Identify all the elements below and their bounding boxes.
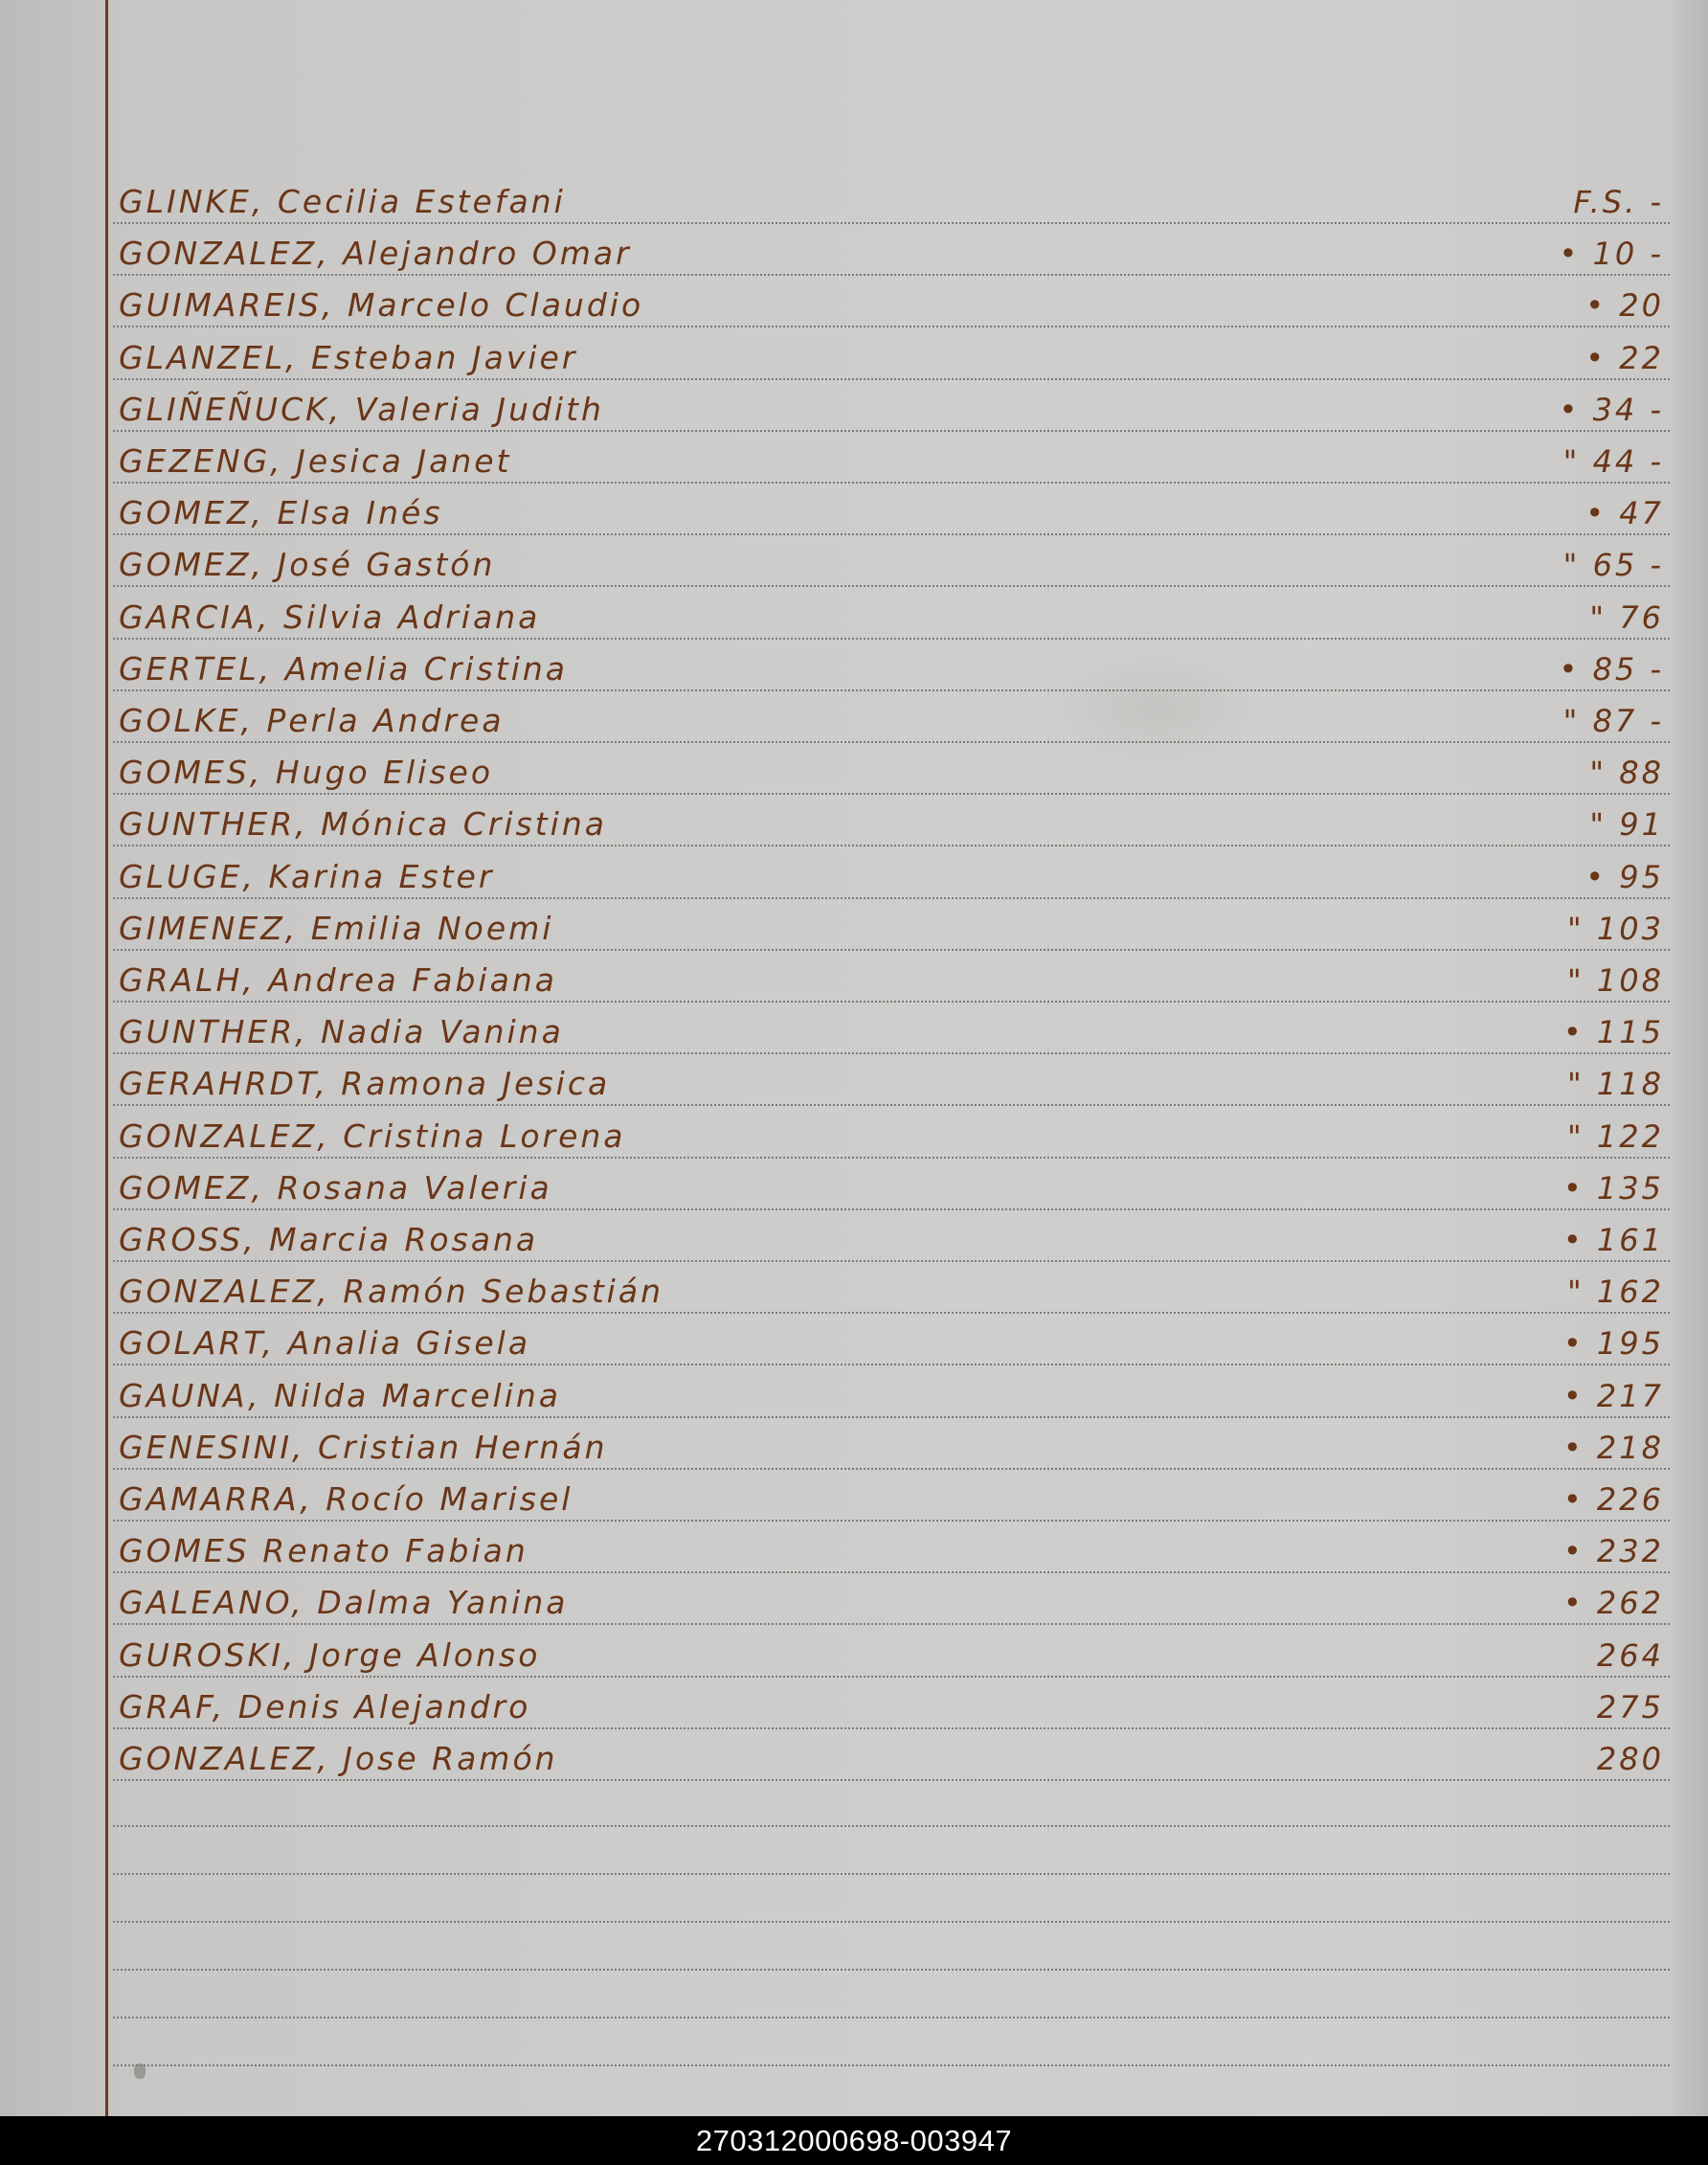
- list-item: [113, 430, 1670, 484]
- entry-reference: • 217: [1562, 1377, 1664, 1414]
- entry-name: GOMEZ, José Gastón: [119, 546, 496, 584]
- entry-name: GERTEL, Amelia Cristina: [119, 649, 569, 688]
- entry-reference: • 47: [1585, 495, 1664, 532]
- entry-reference: • 22: [1585, 339, 1664, 376]
- list-item: [113, 741, 1670, 795]
- list-item: [113, 222, 1670, 276]
- entry-reference: • 10 -: [1559, 236, 1664, 273]
- list-item: [113, 1052, 1670, 1106]
- list-item: [113, 1364, 1670, 1418]
- entry-name: GUNTHER, Nadia Vanina: [119, 1013, 564, 1051]
- entry-reference: 280: [1596, 1741, 1664, 1777]
- entry-reference: • 262: [1562, 1585, 1664, 1622]
- list-item: [113, 482, 1670, 535]
- entry-reference: • 20: [1585, 287, 1664, 325]
- entry-reference: " 108: [1567, 962, 1664, 999]
- list-item: [113, 689, 1670, 743]
- list-item: [113, 274, 1670, 327]
- entry-reference: " 76: [1589, 598, 1664, 636]
- entry-reference: " 162: [1567, 1274, 1664, 1311]
- entry-name: GOMES, Hugo Eliseo: [119, 754, 494, 792]
- entry-name: GONZALEZ, Alejandro Omar: [119, 235, 632, 273]
- entry-name: GOLKE, Perla Andrea: [119, 702, 505, 739]
- entry-name: GLUGE, Karina Ester: [119, 857, 495, 895]
- list-item: [113, 638, 1670, 691]
- list-item: [113, 586, 1670, 640]
- entry-name: GUROSKI, Jorge Alonso: [119, 1635, 541, 1674]
- entry-name: GAUNA, Nilda Marcelina: [119, 1376, 562, 1414]
- blank-line: [113, 1971, 1670, 2018]
- entry-name: GIMENEZ, Emilia Noemi: [119, 909, 554, 947]
- entry-reference: • 195: [1562, 1325, 1664, 1363]
- list-item: [113, 1624, 1670, 1678]
- entry-name: GUNTHER, Mónica Cristina: [119, 805, 607, 844]
- list-item: [113, 846, 1670, 899]
- blank-line: [113, 1923, 1670, 1971]
- entry-reference: " 103: [1567, 910, 1664, 947]
- list-item: [113, 1727, 1670, 1781]
- entry-name: GOMEZ, Rosana Valeria: [119, 1168, 552, 1207]
- entry-name: GOMEZ, Elsa Inés: [119, 494, 443, 532]
- entry-reference: " 87 -: [1562, 703, 1664, 739]
- list-item: [113, 1001, 1670, 1054]
- entry-reference: " 91: [1589, 806, 1664, 844]
- entry-name: GAMARRA, Rocío Marisel: [119, 1480, 573, 1518]
- list-item: [113, 327, 1670, 380]
- list-item: [113, 1105, 1670, 1159]
- entry-name: GEZENG, Jesica Janet: [119, 442, 512, 480]
- entry-name: GROSS, Marcia Rosana: [119, 1221, 539, 1258]
- list-item: [113, 793, 1670, 846]
- list-item: [113, 1208, 1670, 1262]
- entry-name: GONZALEZ, Ramón Sebastián: [119, 1273, 663, 1311]
- entry-reference: • 226: [1562, 1481, 1664, 1518]
- blank-line: [113, 1875, 1670, 1923]
- entry-reference: " 118: [1567, 1066, 1664, 1103]
- entry-name: GLIÑEÑUCK, Valeria Judith: [119, 390, 604, 428]
- document-id: 270312000698-003947: [695, 2123, 1013, 2157]
- entry-reference: • 95: [1585, 858, 1664, 895]
- entry-reference: " 88: [1589, 755, 1664, 792]
- entry-name: GONZALEZ, Cristina Lorena: [119, 1116, 626, 1155]
- list-item: [113, 949, 1670, 1003]
- list-item: [113, 170, 1670, 224]
- entry-name: GOMES Renato Fabian: [119, 1532, 528, 1570]
- entry-name: GENESINI, Cristian Hernán: [119, 1428, 608, 1466]
- blank-line: [113, 2018, 1670, 2066]
- entry-reference: " 65 -: [1562, 547, 1664, 584]
- entry-name: GLANZEL, Esteban Javier: [119, 338, 578, 376]
- list-item: [113, 897, 1670, 951]
- entry-name: GARCIA, Silvia Adriana: [119, 598, 541, 636]
- entry-reference: • 115: [1562, 1014, 1664, 1051]
- entry-name: GONZALEZ, Jose Ramón: [119, 1740, 558, 1777]
- entry-reference: 275: [1596, 1688, 1664, 1725]
- list-item: [113, 1571, 1670, 1625]
- list-item: [113, 1520, 1670, 1573]
- entry-reference: • 135: [1562, 1169, 1664, 1207]
- list-item: [113, 1260, 1670, 1314]
- entry-reference: • 161: [1562, 1222, 1664, 1258]
- entry-reference: 264: [1596, 1636, 1664, 1674]
- entry-reference: • 232: [1562, 1533, 1664, 1570]
- entry-name: GALEANO, Dalma Yanina: [119, 1584, 569, 1622]
- blank-line: [113, 1827, 1670, 1875]
- list-item: [113, 1157, 1670, 1210]
- entry-name: GOLART, Analia Gisela: [119, 1324, 531, 1363]
- entry-reference: " 122: [1567, 1117, 1664, 1155]
- entry-name: GLINKE, Cecilia Estefani: [119, 183, 566, 220]
- entry-reference: • 218: [1562, 1429, 1664, 1466]
- entry-reference: • 34 -: [1559, 391, 1664, 428]
- list-item: [113, 1468, 1670, 1522]
- entry-name: GUIMAREIS, Marcelo Claudio: [119, 286, 644, 325]
- entry-name: GRALH, Andrea Fabiana: [119, 961, 557, 999]
- list-item: [113, 1676, 1670, 1729]
- entry-name: GERAHRDT, Ramona Jesica: [119, 1065, 611, 1103]
- blank-line: [113, 1779, 1670, 1827]
- entry-reference: • 85 -: [1559, 650, 1664, 688]
- entry-reference: " 44 -: [1562, 443, 1664, 480]
- list-item: [113, 1416, 1670, 1470]
- list-item: [113, 533, 1670, 587]
- entry-name: GRAF, Denis Alejandro: [119, 1687, 531, 1725]
- footer-bar: [0, 2116, 1708, 2165]
- list-item: [113, 1312, 1670, 1365]
- entry-reference: F.S. -: [1573, 184, 1664, 220]
- list-item: [113, 378, 1670, 432]
